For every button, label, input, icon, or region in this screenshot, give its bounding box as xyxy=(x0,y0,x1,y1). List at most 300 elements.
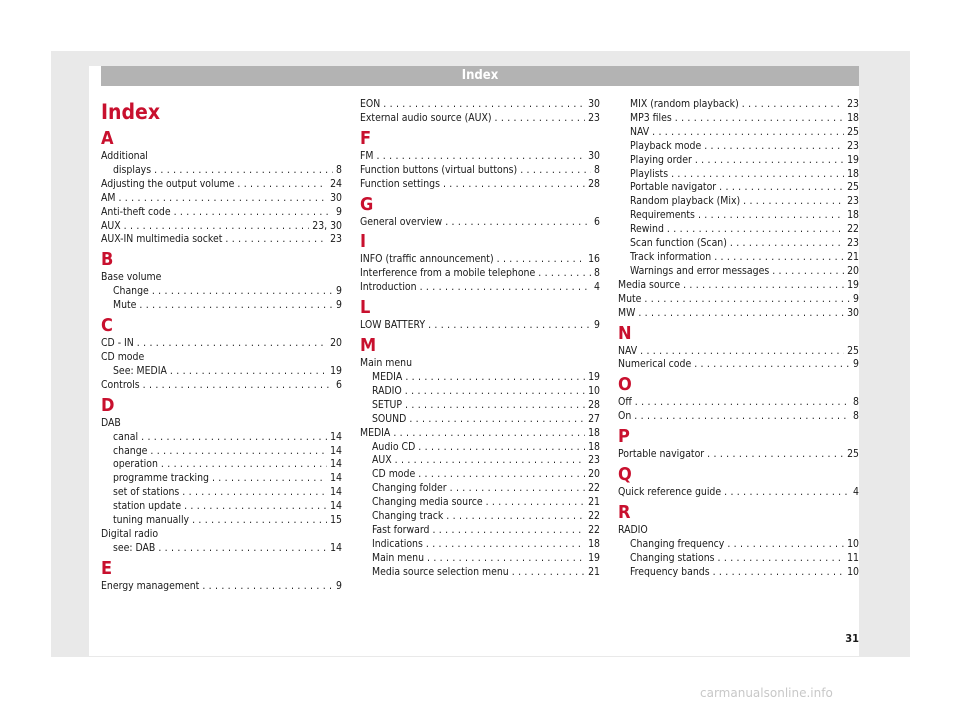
entry-page-number: 25 xyxy=(847,125,859,138)
dot-leader xyxy=(376,150,585,164)
entry-page-number: 9 xyxy=(594,319,600,332)
index-subentry xyxy=(360,566,600,580)
index-subentry xyxy=(360,482,600,496)
dot-leader xyxy=(671,168,844,182)
entry-page-number: 20 xyxy=(588,468,600,481)
entry-page-number: 10 xyxy=(588,384,600,397)
index-subentry xyxy=(618,223,859,237)
dot-leader xyxy=(486,496,586,510)
entry-term: Indications xyxy=(372,537,423,550)
index-subentry xyxy=(618,552,859,566)
index-entry xyxy=(618,358,859,372)
entry-page-number: 10 xyxy=(847,537,859,550)
entry-page-number: 20 xyxy=(330,337,342,350)
entry-term: change xyxy=(113,444,148,457)
index-heading: Main menu xyxy=(360,357,412,370)
dot-leader xyxy=(520,164,591,178)
dot-leader xyxy=(743,195,844,209)
dot-leader xyxy=(450,482,585,496)
entry-page-number: 9 xyxy=(336,299,342,312)
entry-term: Playlists xyxy=(630,167,669,180)
index-entry xyxy=(360,150,600,164)
page-number: 31 xyxy=(845,632,859,645)
entry-page-number: 14 xyxy=(330,500,342,513)
index-subentry xyxy=(360,385,600,399)
entry-term: Random playback (Mix) xyxy=(630,195,741,208)
section-letter: O xyxy=(618,374,632,396)
entry-page-number: 25 xyxy=(847,181,859,194)
entry-term: Playback mode xyxy=(630,139,702,152)
dot-leader xyxy=(497,253,585,267)
entry-term: Requirements xyxy=(630,209,695,222)
entry-page-number: 9 xyxy=(336,285,342,298)
dot-leader xyxy=(644,293,850,307)
entry-page-number: 14 xyxy=(330,444,342,457)
entry-term: General overview xyxy=(360,215,443,228)
entry-page-number: 11 xyxy=(847,551,859,564)
dot-leader xyxy=(124,220,310,234)
section-letter: G xyxy=(360,193,374,215)
entry-page-number: 18 xyxy=(847,209,859,222)
dot-leader xyxy=(695,154,844,168)
dot-leader xyxy=(704,140,844,154)
dot-leader xyxy=(405,385,585,399)
entry-page-number: 30 xyxy=(847,306,859,319)
dot-leader xyxy=(683,279,844,293)
index-entry xyxy=(101,220,342,234)
entry-page-number: 23 xyxy=(847,237,859,250)
entry-term: MP3 files xyxy=(630,111,672,124)
dot-leader xyxy=(137,337,327,351)
entry-page-number: 16 xyxy=(588,253,600,266)
dot-leader xyxy=(727,538,844,552)
dot-leader xyxy=(170,365,327,379)
index-heading: Additional xyxy=(101,150,148,162)
entry-term: Changing folder xyxy=(372,482,447,495)
entry-term: Changing frequency xyxy=(630,537,725,550)
index-subentry xyxy=(618,168,859,182)
dot-leader xyxy=(143,379,333,393)
entry-term: MW xyxy=(618,306,636,319)
index-entry xyxy=(101,206,342,220)
entry-page-number: 22 xyxy=(588,482,600,495)
entry-term: Mute xyxy=(618,292,642,305)
section-letter: F xyxy=(360,127,372,149)
entry-page-number: 23 xyxy=(847,139,859,152)
entry-term: Media source xyxy=(618,278,681,291)
entry-term: Change xyxy=(113,285,149,298)
dot-leader xyxy=(383,98,585,112)
dot-leader xyxy=(161,458,327,472)
section-letter: D xyxy=(101,394,115,416)
entry-page-number: 19 xyxy=(588,551,600,564)
entry-term: Media source selection menu xyxy=(372,565,509,578)
entry-term: Interference from a mobile telephone xyxy=(360,267,536,280)
entry-page-number: 25 xyxy=(847,448,859,461)
dot-leader xyxy=(152,285,333,299)
entry-page-number: 14 xyxy=(330,486,342,499)
entry-term: RADIO xyxy=(372,384,402,397)
index-subentry xyxy=(618,209,859,223)
section-letter: M xyxy=(360,335,377,357)
entry-term: Introduction xyxy=(360,281,417,294)
entry-page-number: 20 xyxy=(847,264,859,277)
dot-leader xyxy=(634,410,850,424)
entry-term: AM xyxy=(101,191,116,204)
index-subentry xyxy=(618,181,859,195)
index-entry xyxy=(360,253,600,267)
index-subentry xyxy=(360,552,600,566)
index-subentry xyxy=(618,112,859,126)
entry-page-number: 8 xyxy=(853,396,859,409)
entry-page-number: 8 xyxy=(594,267,600,280)
entry-page-number: 9 xyxy=(853,292,859,305)
entry-page-number: 27 xyxy=(588,412,600,425)
entry-page-number: 23 xyxy=(847,195,859,208)
dot-leader xyxy=(772,265,844,279)
index-subentry xyxy=(101,472,342,486)
index-entry xyxy=(618,307,859,321)
index-entry xyxy=(618,396,859,410)
dot-leader xyxy=(707,448,844,462)
entry-term: Function settings xyxy=(360,177,440,190)
dot-leader xyxy=(428,319,591,333)
index-subentry xyxy=(360,524,600,538)
index-entry xyxy=(360,164,600,178)
index-subentry xyxy=(101,486,342,500)
index-heading: Base volume xyxy=(101,271,162,284)
index-heading: Digital radio xyxy=(101,527,159,540)
entry-page-number: 15 xyxy=(330,514,342,527)
entry-term: AUX xyxy=(101,219,121,232)
index-subentry xyxy=(101,164,342,178)
entry-term: Mute xyxy=(113,299,137,312)
entry-page-number: 28 xyxy=(588,177,600,190)
entry-page-number: 14 xyxy=(330,458,342,471)
dot-leader xyxy=(640,345,844,359)
entry-page-number: 23, 30 xyxy=(312,219,342,232)
index-heading: DAB xyxy=(101,416,121,429)
entry-term: Track information xyxy=(630,250,712,263)
index-entry xyxy=(618,448,859,462)
index-subentry xyxy=(618,538,859,552)
index-subentry xyxy=(360,441,600,455)
dot-leader xyxy=(698,209,844,223)
entry-term: Energy management xyxy=(101,579,200,592)
index-subentry xyxy=(618,237,859,251)
entry-page-number: 9 xyxy=(336,205,342,218)
section-letter: R xyxy=(618,501,631,523)
entry-term: Off xyxy=(618,396,632,409)
dot-leader xyxy=(638,307,844,321)
entry-page-number: 6 xyxy=(336,378,342,391)
index-subentry xyxy=(101,431,342,445)
entry-term: INFO (traffic announcement) xyxy=(360,253,494,266)
dot-leader xyxy=(446,510,585,524)
index-entry xyxy=(101,379,342,393)
dot-leader xyxy=(192,514,327,528)
section-letter: E xyxy=(101,557,113,579)
index-subentry xyxy=(360,496,600,510)
section-letter: I xyxy=(360,231,367,253)
dot-leader xyxy=(445,216,591,230)
index-subentry xyxy=(101,299,342,313)
entry-term: Adjusting the output volume xyxy=(101,177,235,190)
index-column-2 xyxy=(360,98,600,580)
entry-page-number: 18 xyxy=(847,111,859,124)
index-subentry xyxy=(618,140,859,154)
index-subentry xyxy=(360,468,600,482)
entry-page-number: 14 xyxy=(330,472,342,485)
entry-term: AUX-IN multimedia socket xyxy=(101,233,223,246)
dot-leader xyxy=(427,552,585,566)
index-entry xyxy=(360,216,600,230)
index-subentry xyxy=(618,566,859,580)
index-entry xyxy=(101,580,342,594)
dot-leader xyxy=(418,441,585,455)
index-entry xyxy=(360,98,600,112)
entry-term: On xyxy=(618,410,632,423)
dot-leader xyxy=(184,500,327,514)
index-entry xyxy=(360,319,600,333)
entry-page-number: 19 xyxy=(330,364,342,377)
entry-term: MIX (random playback) xyxy=(630,98,739,110)
entry-page-number: 8 xyxy=(336,163,342,176)
index-entry xyxy=(618,410,859,424)
entry-term: Audio CD xyxy=(372,440,416,453)
index-subentry xyxy=(101,365,342,379)
index-subentry xyxy=(101,514,342,528)
entry-term: Fast forward xyxy=(372,523,430,536)
entry-page-number: 19 xyxy=(847,153,859,166)
entry-term: tuning manually xyxy=(113,514,190,527)
section-letter: B xyxy=(101,249,114,271)
entry-page-number: 23 xyxy=(847,98,859,110)
entry-term: station update xyxy=(113,500,182,513)
dot-leader xyxy=(694,358,850,372)
entry-page-number: 4 xyxy=(594,281,600,294)
index-subentry xyxy=(618,251,859,265)
page-title: Index xyxy=(101,100,161,124)
entry-page-number: 30 xyxy=(330,191,342,204)
dot-leader xyxy=(426,538,585,552)
entry-page-number: 22 xyxy=(588,523,600,536)
entry-term: Portable navigator xyxy=(630,181,717,194)
dot-leader xyxy=(405,399,585,413)
dot-leader xyxy=(719,181,844,195)
dot-leader xyxy=(718,552,845,566)
watermark: carmanualsonline.info xyxy=(700,686,833,700)
entry-page-number: 14 xyxy=(330,430,342,443)
dot-leader xyxy=(418,468,585,482)
entry-term: Function buttons (virtual buttons) xyxy=(360,163,518,176)
dot-leader xyxy=(118,192,327,206)
entry-page-number: 21 xyxy=(588,565,600,578)
entry-term: see: DAB xyxy=(113,541,156,554)
index-entry xyxy=(360,427,600,441)
dot-leader xyxy=(667,223,844,237)
entry-page-number: 8 xyxy=(853,410,859,423)
section-letter: P xyxy=(618,426,630,448)
index-subentry xyxy=(360,399,600,413)
dot-leader xyxy=(395,454,585,468)
entry-term: LOW BATTERY xyxy=(360,319,426,332)
entry-page-number: 10 xyxy=(847,565,859,578)
dot-leader xyxy=(150,445,327,459)
dot-leader xyxy=(713,566,845,580)
index-subentry xyxy=(618,265,859,279)
dot-leader xyxy=(212,472,327,486)
dot-leader xyxy=(174,206,333,220)
entry-term: Numerical code xyxy=(618,358,692,371)
dot-leader xyxy=(742,98,844,112)
index-entry xyxy=(360,267,600,281)
entry-page-number: 8 xyxy=(594,163,600,176)
entry-term: Warnings and error messages xyxy=(630,264,770,277)
index-subentry xyxy=(101,542,342,556)
dot-leader xyxy=(495,112,586,126)
entry-page-number: 19 xyxy=(588,370,600,383)
entry-page-number: 28 xyxy=(588,398,600,411)
dot-leader xyxy=(141,431,327,445)
dot-leader xyxy=(420,281,591,295)
entry-term: Main menu xyxy=(372,551,424,564)
entry-page-number: 22 xyxy=(847,223,859,236)
entry-page-number: 23 xyxy=(588,111,600,124)
dot-leader xyxy=(443,178,585,192)
entry-page-number: 6 xyxy=(594,215,600,228)
index-subentry xyxy=(618,154,859,168)
index-entry xyxy=(618,345,859,359)
entry-page-number: 23 xyxy=(330,233,342,246)
entry-term: Changing stations xyxy=(630,551,715,564)
index-subentry xyxy=(360,454,600,468)
entry-term: AUX xyxy=(372,454,392,467)
index-subentry xyxy=(360,413,600,427)
section-letter: C xyxy=(101,315,113,337)
entry-term: Scan function (Scan) xyxy=(630,237,727,250)
index-subentry xyxy=(618,126,859,140)
index-column-1 xyxy=(101,98,342,594)
dot-leader xyxy=(393,427,585,441)
entry-term: Portable navigator xyxy=(618,448,705,461)
entry-page-number: 9 xyxy=(336,579,342,592)
entry-page-number: 30 xyxy=(588,98,600,110)
index-subentry xyxy=(360,510,600,524)
dot-leader xyxy=(652,126,844,140)
entry-term: programme tracking xyxy=(113,472,209,485)
entry-page-number: 18 xyxy=(847,167,859,180)
dot-leader xyxy=(675,112,844,126)
index-heading: CD mode xyxy=(101,350,145,363)
index-column-3 xyxy=(618,98,859,580)
entry-term: EON xyxy=(360,98,381,110)
entry-term: CD mode xyxy=(372,468,416,481)
entry-page-number: 25 xyxy=(847,344,859,357)
entry-page-number: 24 xyxy=(330,177,342,190)
index-entry xyxy=(101,337,342,351)
dot-leader xyxy=(724,486,850,500)
entry-term: NAV xyxy=(630,125,650,138)
entry-page-number: 21 xyxy=(847,250,859,263)
dot-leader xyxy=(158,542,327,556)
entry-term: External audio source (AUX) xyxy=(360,111,492,124)
dot-leader xyxy=(635,396,850,410)
dot-leader xyxy=(409,413,585,427)
index-entry xyxy=(618,486,859,500)
entry-page-number: 4 xyxy=(853,486,859,499)
entry-term: Changing track xyxy=(372,510,444,523)
dot-leader xyxy=(432,524,585,538)
dot-leader xyxy=(139,299,333,313)
index-subentry xyxy=(101,458,342,472)
entry-term: MEDIA xyxy=(372,370,403,383)
dot-leader xyxy=(730,237,844,251)
entry-term: Quick reference guide xyxy=(618,486,722,499)
dot-leader xyxy=(225,233,327,247)
entry-term: canal xyxy=(113,430,139,443)
section-letter: A xyxy=(101,128,114,149)
index-heading: RADIO xyxy=(618,523,648,536)
section-letter: Q xyxy=(618,464,632,486)
entry-term: Anti-theft code xyxy=(101,205,171,218)
index-subentry xyxy=(101,500,342,514)
entry-term: operation xyxy=(113,458,158,471)
section-letter: L xyxy=(360,297,371,319)
dot-leader xyxy=(154,164,333,178)
dot-leader xyxy=(405,371,585,385)
entry-page-number: 18 xyxy=(588,440,600,453)
entry-term: Frequency bands xyxy=(630,565,710,578)
index-subentry xyxy=(360,371,600,385)
index-entry xyxy=(101,192,342,206)
entry-term: SETUP xyxy=(372,398,403,411)
entry-term: See: MEDIA xyxy=(113,364,167,377)
index-subentry xyxy=(101,285,342,299)
entry-term: Controls xyxy=(101,378,140,391)
index-entry xyxy=(360,178,600,192)
entry-term: Playing order xyxy=(630,153,692,166)
index-subentry xyxy=(360,538,600,552)
entry-page-number: 21 xyxy=(588,496,600,509)
index-subentry xyxy=(618,195,859,209)
entry-page-number: 23 xyxy=(588,454,600,467)
entry-term: FM xyxy=(360,149,374,162)
entry-term: set of stations xyxy=(113,486,180,499)
dot-leader xyxy=(182,486,327,500)
dot-leader xyxy=(512,566,585,580)
dot-leader xyxy=(714,251,844,265)
index-subentry xyxy=(101,445,342,459)
entry-page-number: 18 xyxy=(588,537,600,550)
entry-page-number: 14 xyxy=(330,541,342,554)
entry-page-number: 30 xyxy=(588,149,600,162)
entry-term: displays xyxy=(113,163,152,176)
entry-page-number: 18 xyxy=(588,426,600,439)
entry-page-number: 19 xyxy=(847,278,859,291)
index-entry xyxy=(101,233,342,247)
index-subentry xyxy=(618,98,859,112)
index-entry xyxy=(618,293,859,307)
entry-page-number: 22 xyxy=(588,510,600,523)
entry-term: MEDIA xyxy=(360,426,391,439)
section-letter: N xyxy=(618,322,632,344)
index-entry xyxy=(360,112,600,126)
index-entry xyxy=(360,281,600,295)
entry-term: NAV xyxy=(618,344,638,357)
dot-leader xyxy=(538,267,591,281)
entry-term: CD - IN xyxy=(101,337,134,350)
